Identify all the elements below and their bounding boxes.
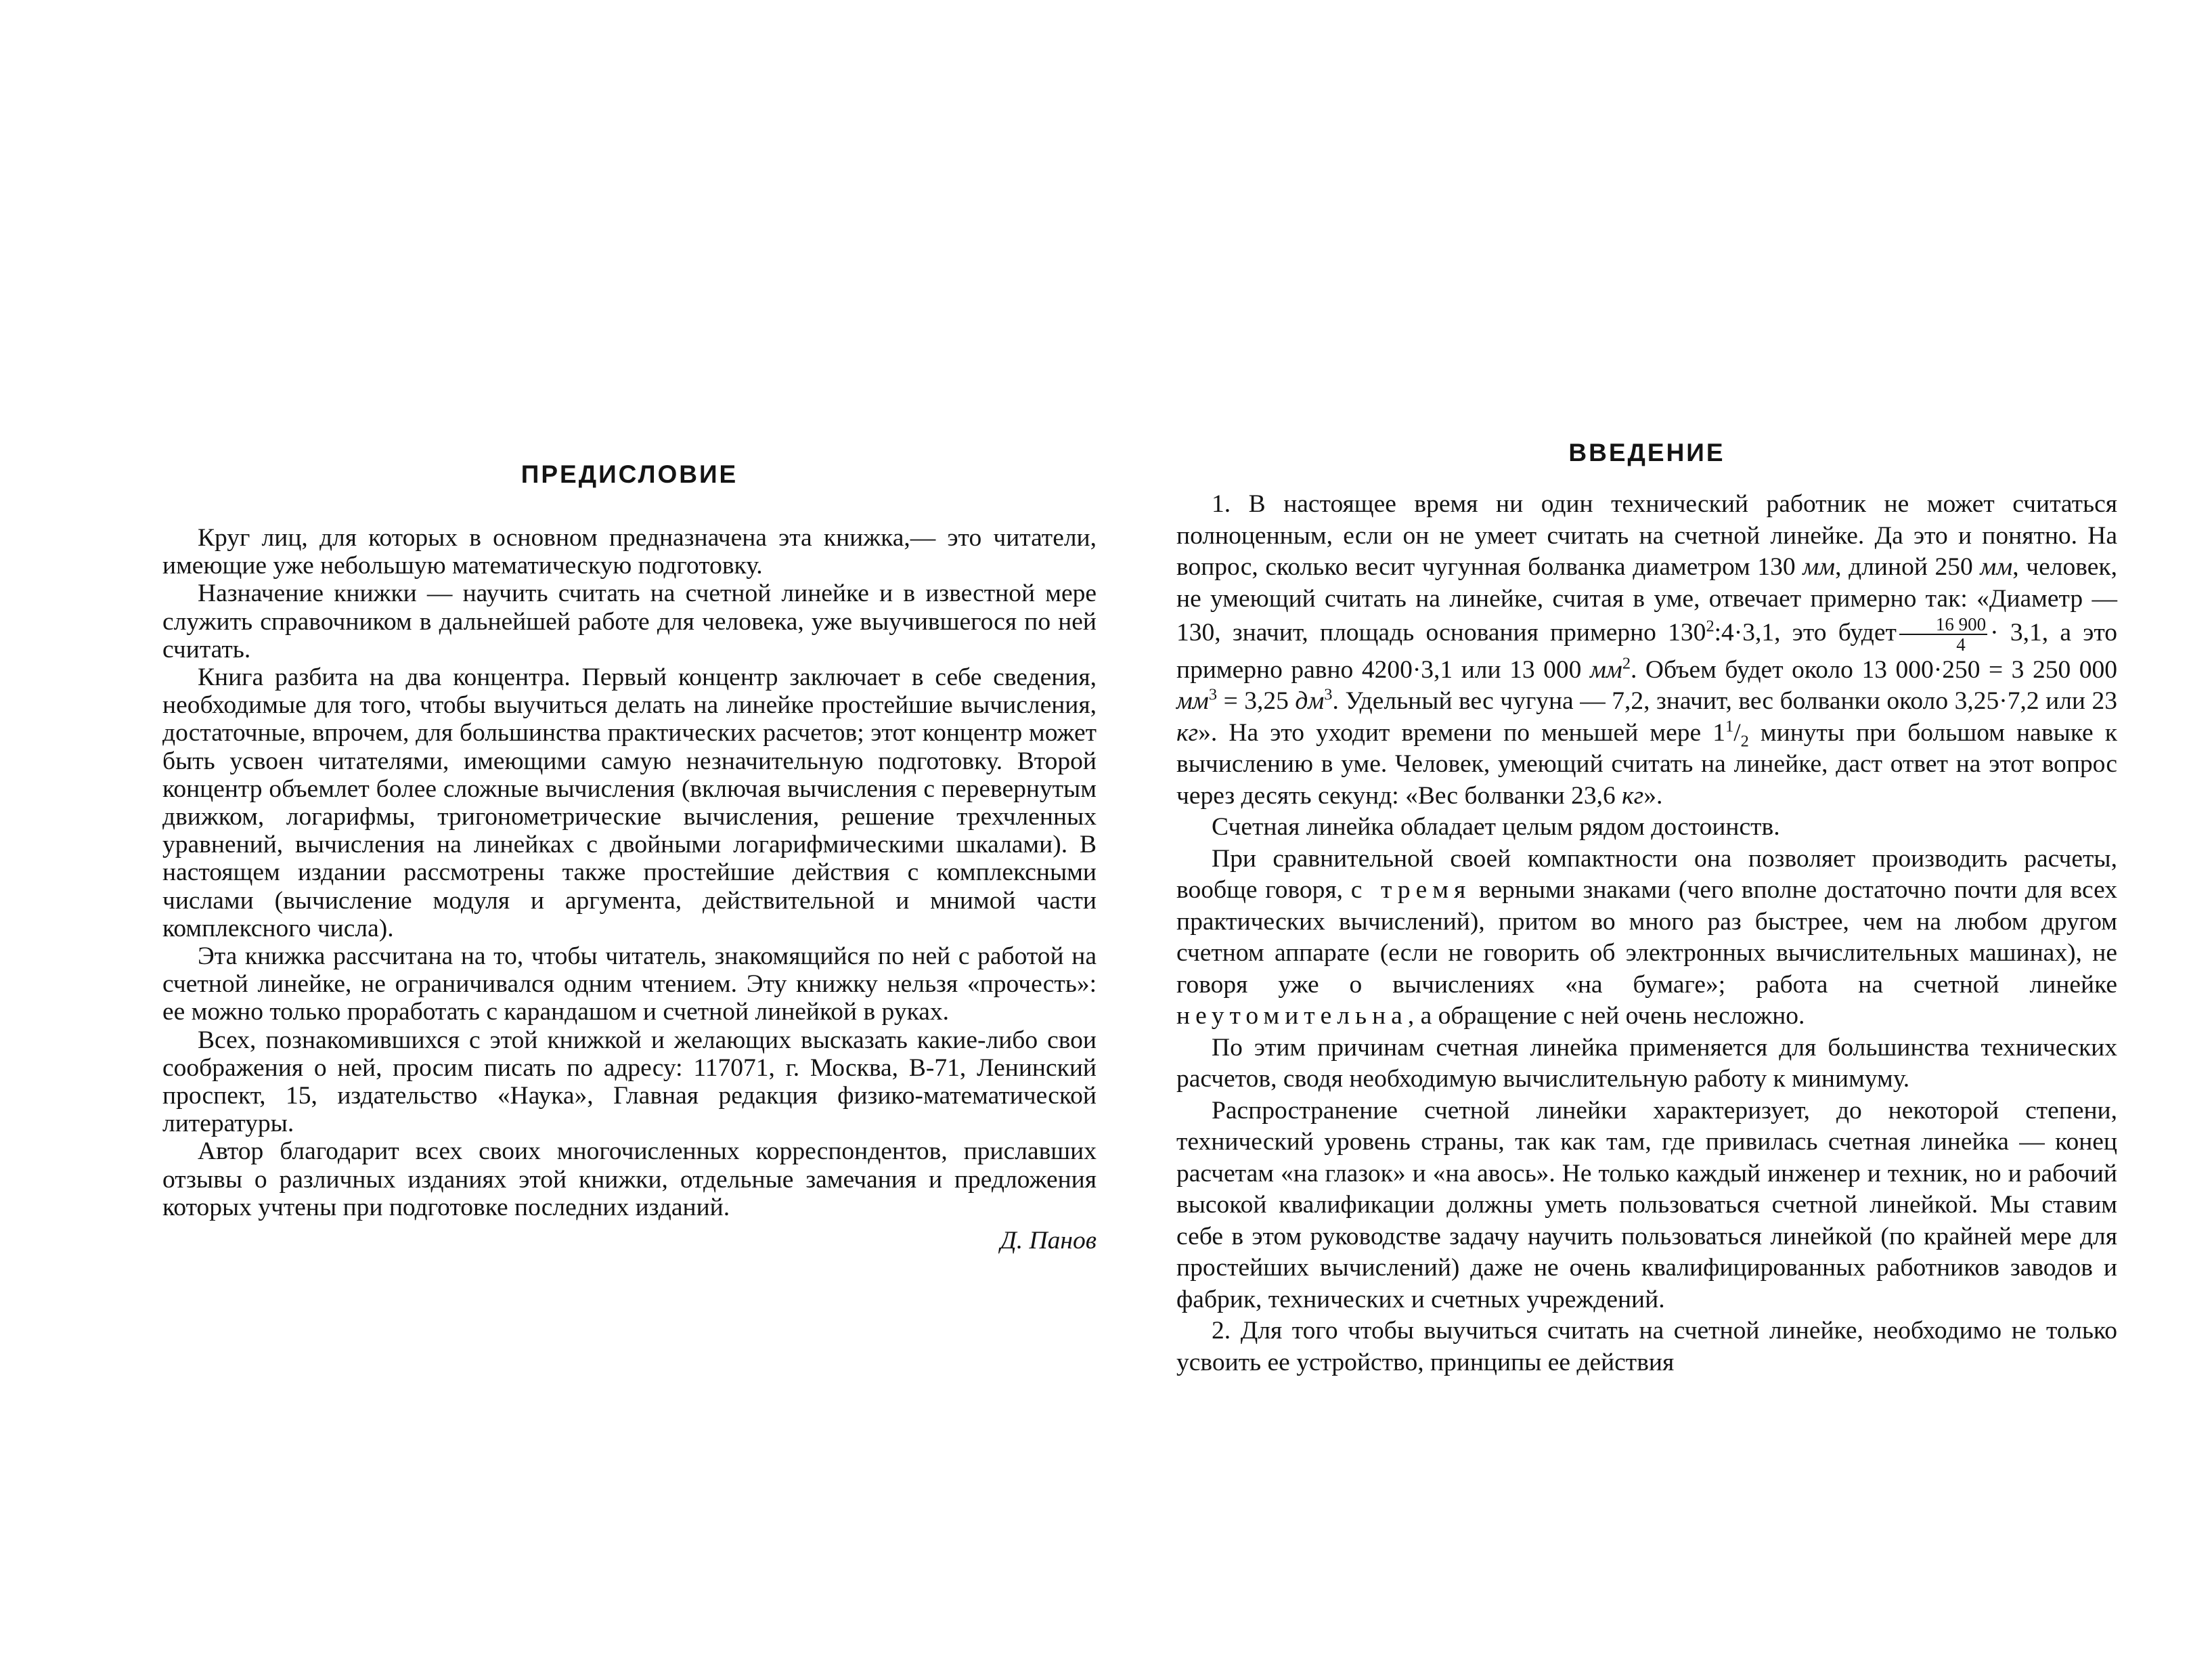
paragraph: Круг лиц, для которых в основном предназначена эта книжка,— это читатели, имеющие уже небольшую математическую подготовку. bbox=[162, 524, 1097, 580]
paragraph: Книга разбита на два концентра. Первый концентр заключает в себе сведения, необходимые для того, чтобы выучиться делать на линейке простейшие вычисления, достаточные, впрочем, для большинства практических расчетов; этот концентр может быть усвоен читателями, имеющими самую незначительную подготовку. Второй концентр объемлет более сложные вычисления (включая вычисления с перевернутым движком, логарифмы, тригонометрические вычисления, решение трехчленных уравнений, вычисления на линейках с двойными логарифмическими шкалами). В настоящем издании рассмотрены также простейшие действия с комплексными числами (вычисление модуля и аргумента, действительной и мнимой части комплексного числа). bbox=[162, 663, 1097, 942]
paragraph-3: При сравнительной своей компактности она позволяет производить расчеты, вообще говоря, с тремя верными знаками (чего вполне достаточно почти для всех практических вычислений), притом во много раз быстрее, чем на любом другом счетном аппарате (если не говорить об электронных вычислительных машинах), не говоря уже о вычислениях «на бумаге»; работа на счетной линейке неутомительна, а обращение с ней очень несложно. bbox=[1176, 844, 2118, 1030]
paragraph: Эта книжка рассчитана на то, чтобы читатель, знакомящийся по ней с работой на счетной линейке, не ограничивался одним чтением. Эту книжку нельзя «прочесть»: ее можно только проработать с карандашом и счетной линейкой в руках. bbox=[162, 942, 1097, 1026]
left-page bbox=[162, 460, 1097, 1255]
paragraph-2: Счетная линейка обладает целым рядом достоинств. bbox=[1212, 813, 1780, 842]
paragraph: Назначение книжки — научить считать на счетной линейке и в известной мере служить справочником в дальнейшей работе для человека, уже выучившегося по ней считать. bbox=[162, 580, 1097, 663]
paragraph-6: 2. Для того чтобы выучиться считать на счетной линейке, необходимо не только усвоить ее устройство, принципы ее действия bbox=[1176, 1317, 2117, 1376]
paragraph: Всех, познакомившихся с этой книжкой и желающих высказать какие-либо свои соображения о ней, просим писать по адресу: 117071, г. Москва, В-71, Ленинский проспект, 15, издательство «Наука», Главная редакция физико-математической литературы. bbox=[162, 1026, 1097, 1138]
paragraph-4: По этим причинам счетная линейка применяется для большинства технических расчетов, сводя необходимую вычислительную работу к минимуму. bbox=[1176, 1033, 2117, 1093]
right-page bbox=[1176, 439, 2117, 1378]
paragraph: Автор благодарит всех своих многочисленных корреспондентов, приславших отзывы о различных изданиях этой книжки, отдельные замечания и предложения которых учтены при подготовке последних изданий. bbox=[162, 1137, 1097, 1221]
paragraph-1: 1. В настоящее время ни один технический работник не может считаться полноценным, если он не умеет считать на счетной линейке. Да это и понятно. На вопрос, сколько весит чугунная болванка диаметром 130 мм, длиной 250 мм, человек, не умеющий считать на линейке, считая в уме, отвечает примерно так: «Диаметр — 130, значит, площадь основания примерно $130^2:4\cdot 3,1$, это будет $\frac{16 900}{4}$ · 3,1, а это примерно равно 4200·3,1 или 13 000 $мм^2$. Объем будет около 13 000·250 = 3 250 000 $мм^3 = 3,25$ $дм^3$. Удельный вес чугуна — 7,2, значит, вес болванки около 3,25·7,2 или 23 кг». На это уходит времени по меньшей мере $1^1/_2$ минуты при большом навыке к вычислению в уме. Человек, умеющий считать на линейке, даст ответ на этот вопрос через десять секунд: «Вес болванки 23,6 кг». bbox=[1176, 490, 2117, 810]
page-title: ПРЕДИСЛОВИЕ bbox=[521, 460, 738, 488]
author-signature: Д. Панов bbox=[1000, 1227, 1097, 1255]
paragraph-5: Распространение счетной линейки характеризует, до некоторой степени, технический уровень страны, так как там, где привилась счетная линейка — конец расчетам «на глазок» и «на авось». Не только каждый инженер и техник, но и рабочий высокой квалификации должны уметь пользоваться счетной линейкой. Мы ставим себе в этом руководстве задачу научить пользоваться линейкой (по крайней мере для простейших вычислений) даже не очень квалифицированных работников заводов и фабрик, технических и счетных учреждений. bbox=[1176, 1096, 2117, 1313]
page-title: ВВЕДЕНИЕ bbox=[1568, 439, 1725, 466]
fraction: $\frac{16 900}{4}$ bbox=[1899, 615, 1987, 655]
